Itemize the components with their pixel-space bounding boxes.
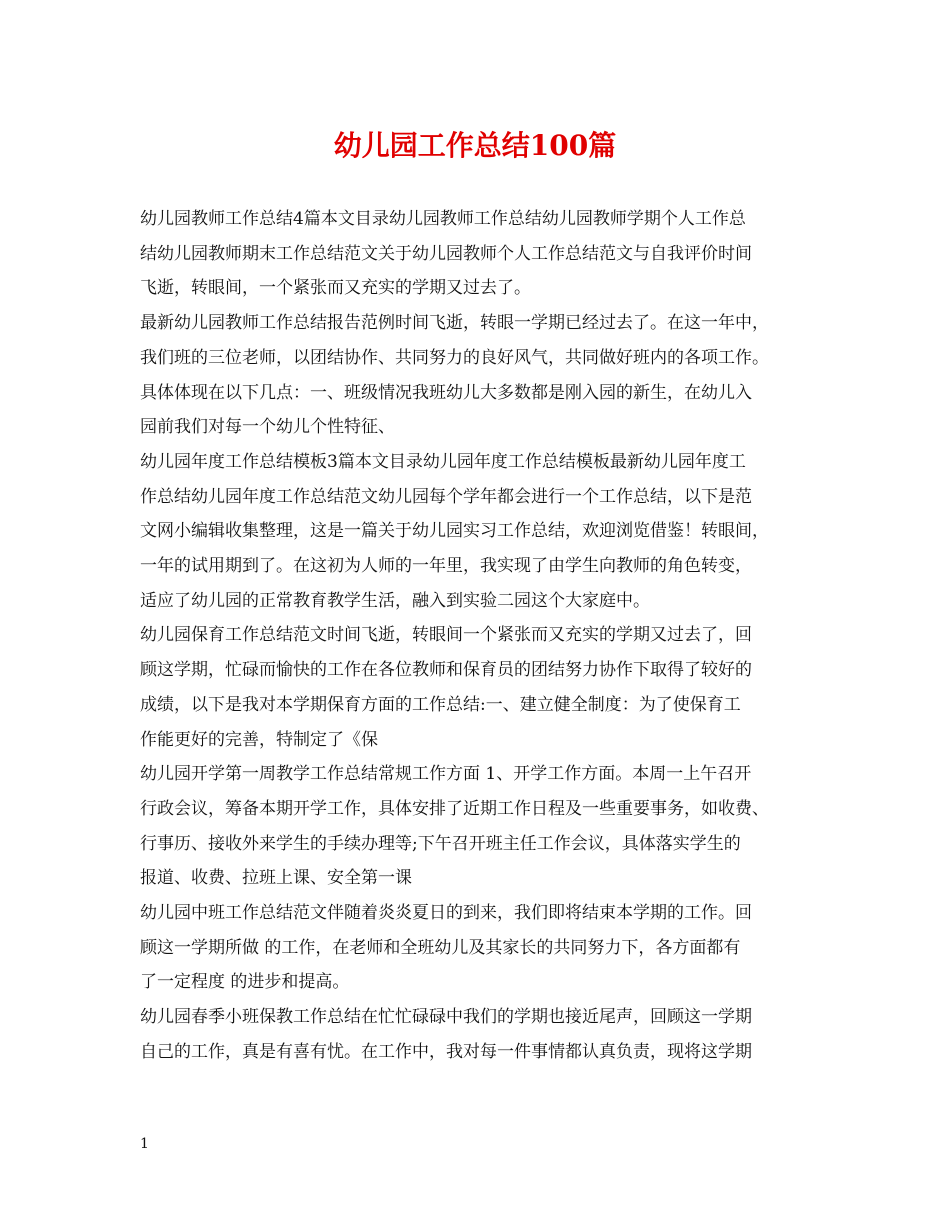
- text-line: 幼儿园保育工作总结范文时间飞逝，转眼间一个紧张而又充实的学期又过去了，回: [140, 625, 752, 646]
- paragraph-5: [140, 757, 812, 896]
- text-line: 适应了幼儿园的正常教育教学生活，融入到实验二园这个大家庭中。: [140, 590, 650, 611]
- paragraph-1: [140, 202, 812, 306]
- text-line: 作能更好的完善，特制定了《保: [140, 729, 378, 750]
- text-line: 文网小编辑收集整理，这是一篇关于幼儿园实习工作总结，欢迎浏览借鉴！转眼间，: [140, 521, 769, 542]
- paragraph-6: [140, 896, 812, 1000]
- text-line: 顾这一学期所做 的工作，在老师和全班幼儿及其家长的共同努力下，各方面都有: [140, 937, 741, 958]
- paragraph-7: [140, 1000, 812, 1069]
- text-line: 报道、收费、拉班上课、安全第一课: [140, 868, 412, 889]
- text-line: 一年的试用期到了。在这初为人师的一年里，我实现了由学生向教师的角色转变，: [140, 556, 752, 577]
- text-line: 飞逝，转眼间，一个紧张而又充实的学期又过去了。: [140, 278, 531, 299]
- text-line: 行政会议，筹备本期开学工作，具体安排了近期工作日程及一些重要事务，如收费、: [140, 798, 769, 819]
- paragraph-3: [140, 445, 812, 619]
- text-line: 幼儿园教师工作总结4篇本文目录幼儿园教师工作总结幼儿园教师学期个人工作总: [140, 209, 746, 229]
- document-title: 幼儿园工作总结100篇: [333, 129, 617, 162]
- text-line: 作总结幼儿园年度工作总结范文幼儿园每个学年都会进行一个工作总结，以下是范: [140, 486, 752, 507]
- text-line: 我们班的三位老师，以团结协作、共同努力的良好风气，共同做好班内的各项工作。: [140, 347, 769, 368]
- text-line: 园前我们对每一个幼儿个性特征、: [140, 417, 395, 438]
- text-line: 幼儿园开学第一周教学工作总结常规工作方面 1、开学工作方面。本周一上午召开: [140, 764, 752, 785]
- paragraph-2: [140, 306, 812, 445]
- text-line: 幼儿园中班工作总结范文伴随着炎炎夏日的到来，我们即将结束本学期的工作。回: [140, 903, 752, 924]
- text-line: 最新幼儿园教师工作总结报告范例时间飞逝，转眼一学期已经过去了。在这一年中，: [140, 313, 769, 334]
- text-line: 幼儿园春季小班保教工作总结在忙忙碌碌中我们的学期也接近尾声，回顾这一学期: [140, 1007, 752, 1028]
- text-line: 顾这学期，忙碌而愉快的工作在各位教师和保育员的团结努力协作下取得了较好的: [140, 660, 752, 681]
- text-line: 行事历、接收外来学生的手续办理等;下午召开班主任工作会议，具体落实学生的: [140, 833, 741, 854]
- text-line: 幼儿园年度工作总结模板3篇本文目录幼儿园年度工作总结模板最新幼儿园年度工: [140, 451, 746, 472]
- text-line: 成绩，以下是我对本学期保育方面的工作总结:一、建立健全制度：为了使保育工: [140, 694, 741, 715]
- paragraph-4: [140, 618, 812, 757]
- text-line: 自己的工作，真是有喜有忧。在工作中，我对每一件事情都认真负责，现将这学期: [140, 1041, 752, 1062]
- page-number: 1: [140, 1136, 149, 1152]
- text-line: 具体体现在以下几点：一、班级情况我班幼儿大多数都是刚入园的新生，在幼儿入: [140, 382, 752, 403]
- text-line: 结幼儿园教师期末工作总结范文关于幼儿园教师个人工作总结范文与自我评价时间: [140, 243, 752, 264]
- document-body: [140, 202, 812, 1070]
- text-line: 了一定程度 的进步和提高。: [140, 972, 350, 993]
